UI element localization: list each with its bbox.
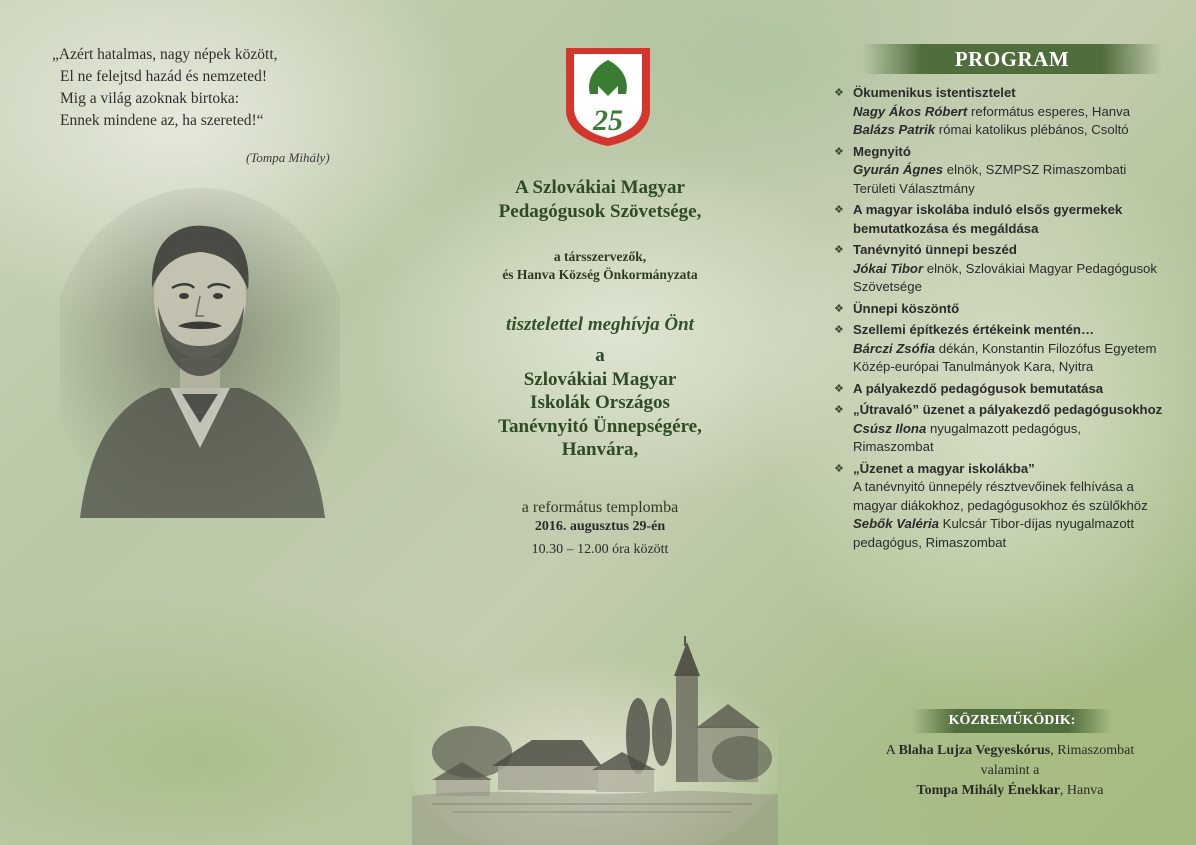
performers-header: KÖZREMŰKÖDIK:	[912, 709, 1112, 733]
program-item	[834, 401, 1164, 457]
presenter-role: református esperes, Hanva	[967, 103, 1131, 119]
presenter-role: elnök, SZMPSZ Rimaszombati Területi Választmány	[853, 162, 1127, 196]
program-item-title: Ökumenikus istentisztelet	[853, 85, 1016, 100]
quote-line: El ne felejtsd hazád és nemzeted!	[60, 68, 267, 85]
program-item-title: A pályakezdő pedagógusok bemutatása	[853, 380, 1104, 396]
quote-line: Ennek mindene az, ha szereted!“	[60, 112, 264, 129]
program-item-detail	[853, 161, 1164, 198]
organizer-line: Pedagógusok Szövetsége,	[498, 201, 702, 222]
program-item-detail	[853, 515, 1164, 552]
diamond-bullet-icon: ❖	[834, 462, 844, 475]
presenter-name: Sebők Valéria	[853, 516, 940, 531]
presenter-role: dékán, Konstantin Filozófus Egyetem Közép-európai Tanulmányok Kara, Nyitra	[853, 340, 1157, 374]
event-title	[430, 344, 770, 462]
event-line: a	[595, 345, 605, 366]
partners	[430, 248, 770, 284]
diamond-bullet-icon: ❖	[834, 324, 844, 336]
program-item-title: „Üzenet a magyar iskolákba”	[853, 460, 1035, 476]
program-item-detail	[853, 340, 1164, 377]
program-item-detail	[853, 103, 1164, 122]
choir-name: Blaha Lujza Vegyeskórus	[898, 743, 1051, 758]
invite-line: tisztelettel meghívja Önt	[506, 314, 694, 335]
program-header: PROGRAM	[862, 44, 1162, 74]
poem-quote	[52, 44, 382, 132]
program-item-title: Szellemi építkezés értékeink mentén…	[853, 322, 1095, 337]
quote-line: Mig a világ azoknak birtoka:	[60, 90, 240, 107]
program-item	[834, 380, 1164, 399]
partners-line: a társszervezők,	[553, 249, 647, 264]
program-item	[834, 300, 1164, 319]
organizer-line: A Szlovákiai Magyar	[515, 177, 685, 198]
program-item	[834, 84, 1164, 140]
event-line: Szlovákiai Magyar	[523, 368, 677, 390]
partners-line: és Hanva Község Önkormányzata	[502, 267, 698, 282]
portrait-illustration	[60, 188, 340, 518]
choir-name: Tompa Mihály Énekkar	[916, 783, 1060, 798]
presenter-role: A tanévnyitó ünnepély résztvevőinek felhívása a magyar diákokhoz, pedagógusokhoz és szülőkhöz	[853, 479, 1148, 513]
program-item-detail	[853, 420, 1164, 457]
emblem-number: 25	[593, 104, 623, 137]
presenter-name: Bárczi Zsófia	[853, 340, 936, 356]
presenter-name: Csúsz Ilona	[853, 420, 927, 436]
event-date: 2016. augusztus 29-én	[534, 519, 666, 534]
diamond-bullet-icon: ❖	[834, 302, 844, 315]
presenter-name: Nagy Ákos Róbert	[853, 103, 968, 119]
program-item-title: A magyar iskolába induló elsős gyermekek bemutatkozása és megáldása	[853, 202, 1123, 236]
event-line: Iskolák Országos	[530, 392, 670, 413]
presenter-role: elnök, Szlovákiai Magyar Pedagógusok Szövetsége	[853, 260, 1157, 294]
program-item	[834, 241, 1164, 297]
presenter-role: Kulcsár Tibor-díjas nyugalmazott pedagógus, Rimaszombat	[853, 516, 1134, 550]
program-item-title: Tanévnyitó ünnepi beszéd	[853, 242, 1017, 257]
program-list	[834, 84, 1164, 555]
village-engraving	[412, 636, 778, 845]
diamond-bullet-icon: ❖	[834, 145, 844, 158]
event-time: 10.30 – 12.00 óra között	[531, 542, 669, 557]
program-item	[834, 460, 1164, 553]
performers-line	[840, 781, 1180, 801]
presenter-name: Jókai Tibor	[853, 260, 924, 276]
program-item-title: Megnyitó	[853, 143, 911, 159]
program-item	[834, 201, 1164, 238]
diamond-bullet-icon: ❖	[834, 244, 844, 256]
presenter-role: római katolikus plébános, Csoltó	[935, 122, 1129, 137]
anniversary-emblem	[560, 44, 656, 148]
program-item-title: „Útravaló” üzenet a pályakezdő pedagógusokhoz	[853, 402, 1163, 417]
program-item-detail	[853, 260, 1164, 297]
program-item-detail	[853, 121, 1164, 140]
program-item-title: Ünnepi köszöntő	[853, 300, 960, 316]
presenter-role: nyugalmazott pedagógus, Rimaszombat	[853, 420, 1081, 454]
presenter-name: Balázs Patrik	[853, 122, 936, 137]
performers-line	[840, 741, 1180, 761]
diamond-bullet-icon: ❖	[834, 382, 844, 395]
performers	[840, 741, 1180, 801]
choir-town: , Hanva	[1059, 783, 1104, 798]
quote-author: (Tompa Mihály)	[246, 150, 330, 165]
program-item-detail	[853, 478, 1164, 515]
diamond-bullet-icon: ❖	[834, 404, 844, 416]
quote-line: „Azért hatalmas, nagy népek között,	[52, 46, 278, 63]
program-item	[834, 321, 1164, 377]
program-item	[834, 143, 1164, 199]
event-line: Tanévnyitó Ünnepségére,	[498, 415, 702, 437]
diamond-bullet-icon: ❖	[834, 87, 844, 99]
venue: a református templomba	[521, 499, 679, 516]
performers-prefix: A	[885, 743, 899, 758]
performers-line: valamint a	[980, 763, 1040, 778]
choir-town: , Rimaszombat	[1050, 743, 1135, 758]
event-line: Hanvára,	[561, 439, 639, 460]
organizer-title	[430, 176, 770, 224]
presenter-name: Gyurán Ágnes	[853, 162, 944, 177]
diamond-bullet-icon: ❖	[834, 204, 844, 216]
